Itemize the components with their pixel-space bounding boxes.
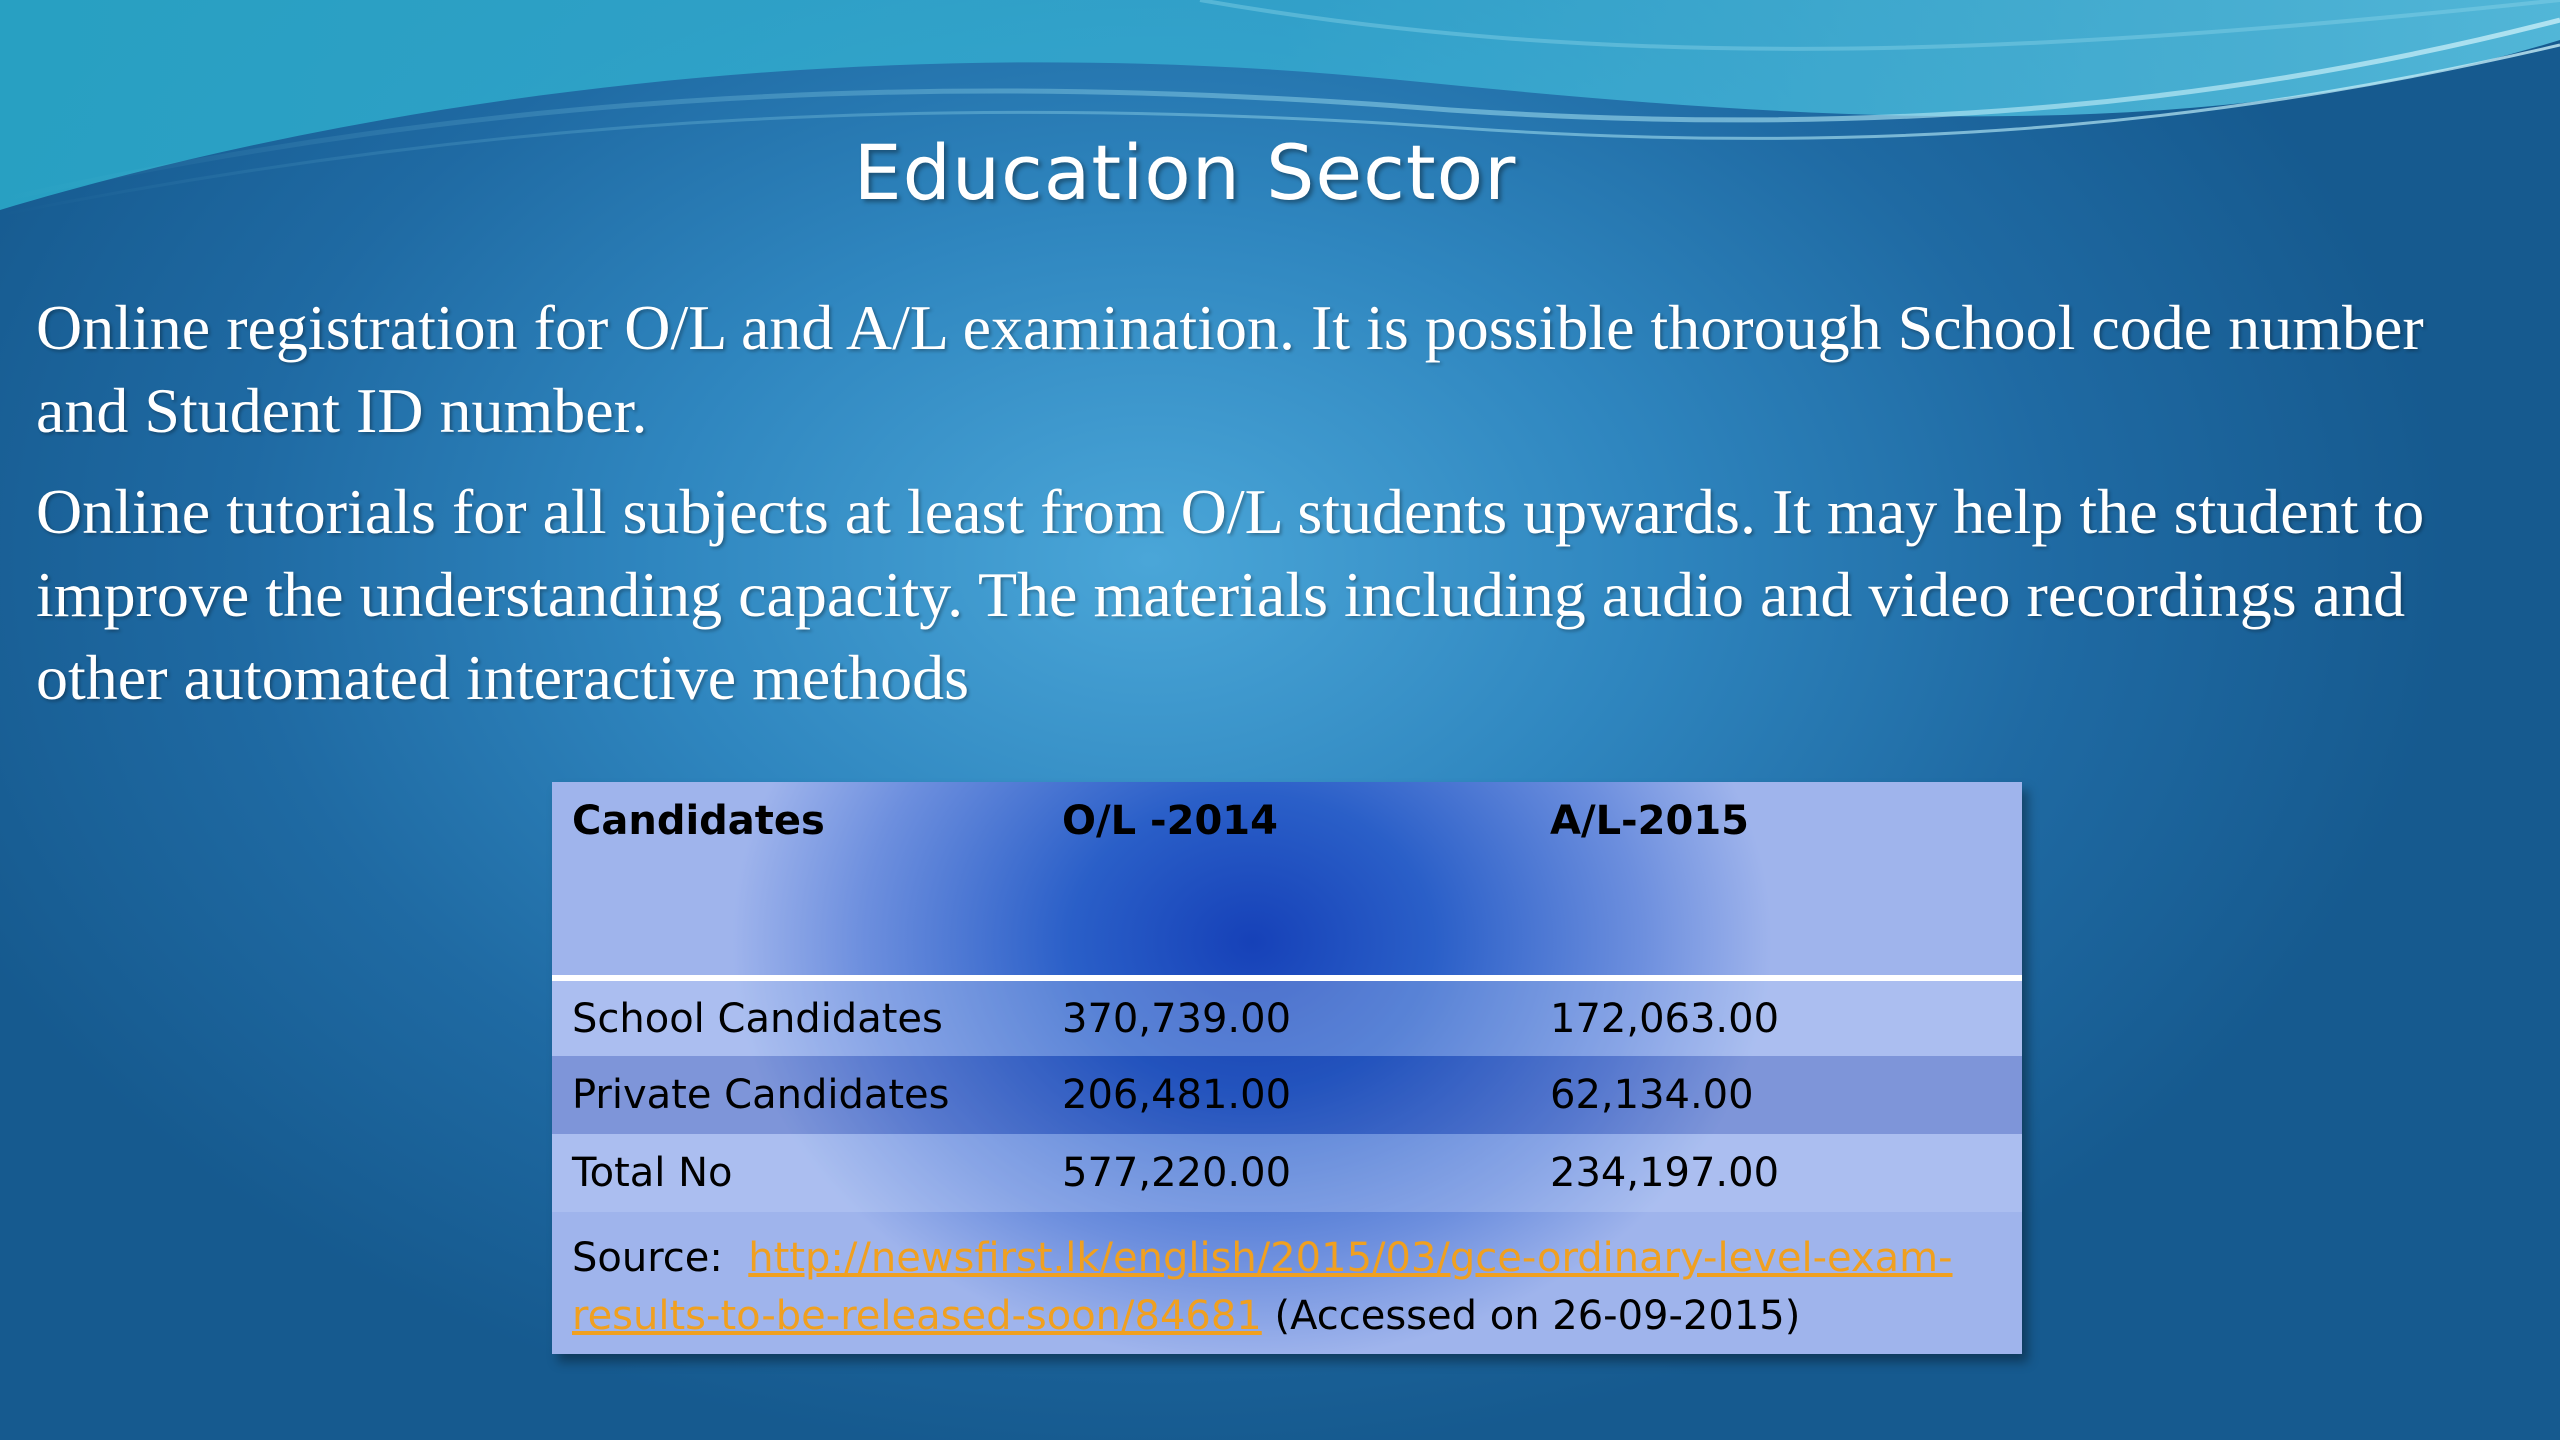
- source-label: Source:: [572, 1235, 723, 1281]
- row-label: Total No: [552, 1134, 1042, 1212]
- al-value: 62,134.00: [1530, 1056, 2022, 1134]
- candidates-table: [552, 782, 2022, 1212]
- row-label: School Candidates: [552, 978, 1042, 1056]
- source-accessed-note: (Accessed on 26-09-2015): [1274, 1293, 1801, 1339]
- table-row: [552, 1056, 2022, 1134]
- ol-value: 370,739.00: [1042, 978, 1530, 1056]
- al-value: 234,197.00: [1530, 1134, 2022, 1212]
- header-ol-2014: O/L -2014: [1042, 782, 1530, 978]
- source-link[interactable]: http://newsfirst.lk/english/2015/03/gce-ordinary-level-exam-results-to-be-released-soon/84681: [572, 1235, 1953, 1339]
- table-row: [552, 978, 2022, 1056]
- paragraph-online-tutorials: Online tutorials for all subjects at least from O/L students upwards. It may help the student to improve the understanding capacity. The materials including audio and video recordings and other automated interactive methods: [36, 476, 2425, 713]
- ol-value: 206,481.00: [1042, 1056, 1530, 1134]
- table-row: [552, 1134, 2022, 1212]
- source-citation: [572, 1229, 1992, 1345]
- al-value: 172,063.00: [1530, 978, 2022, 1056]
- paragraph-online-registration: Online registration for O/L and A/L examination. It is possible thorough School code number and Student ID number.: [36, 292, 2424, 446]
- table-header-row: [552, 782, 2022, 978]
- header-candidates: Candidates: [552, 782, 1042, 978]
- header-al-2015: A/L-2015: [1530, 782, 2022, 978]
- row-label: Private Candidates: [552, 1056, 1042, 1134]
- ol-value: 577,220.00: [1042, 1134, 1530, 1212]
- candidates-table-panel: [552, 782, 2022, 1354]
- slide-title: Education Sector: [853, 128, 1517, 217]
